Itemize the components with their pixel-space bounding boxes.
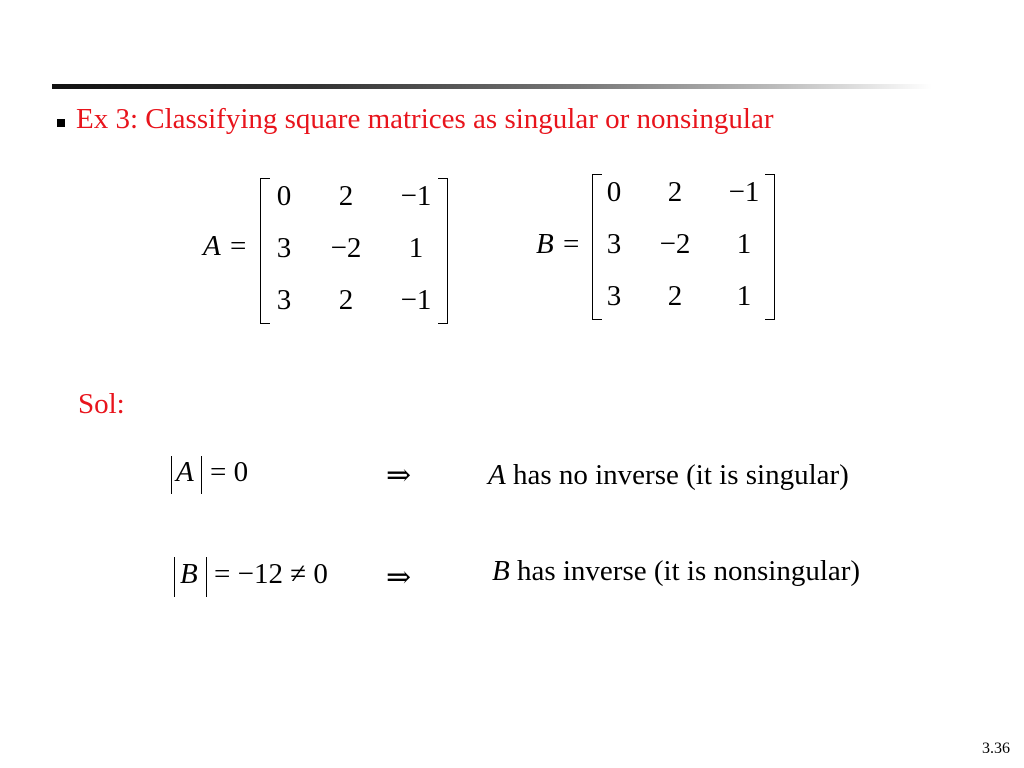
det-a-value: = 0 bbox=[210, 456, 249, 488]
implies-arrow-icon: ⇒ bbox=[386, 561, 412, 594]
matrix-b-cell: 2 bbox=[667, 280, 683, 312]
abs-bar-right bbox=[206, 557, 207, 597]
matrix-b-cell: 0 bbox=[606, 176, 622, 208]
slide-title: Ex 3: Classifying square matrices as singular or nonsingular bbox=[76, 103, 774, 135]
det-a-var: A bbox=[176, 456, 194, 488]
conclusion-b bbox=[492, 555, 860, 588]
det-b-var: B bbox=[180, 558, 198, 590]
matrix-b-equals: = bbox=[563, 228, 580, 260]
matrix-a-cell: −2 bbox=[330, 232, 362, 264]
conclusion-a bbox=[488, 459, 849, 492]
implies-arrow-icon: ⇒ bbox=[386, 459, 412, 492]
conclusion-a-text: has no inverse (it is singular) bbox=[505, 459, 849, 491]
page-number: 3.36 bbox=[982, 740, 1010, 757]
matrix-a-cell: 0 bbox=[276, 180, 292, 212]
matrix-b-cell: −1 bbox=[728, 176, 760, 208]
matrix-a-cell: 3 bbox=[276, 232, 292, 264]
matrix-b-cell: 2 bbox=[667, 176, 683, 208]
matrix-a-cell: 2 bbox=[338, 284, 354, 316]
abs-bar-right bbox=[201, 456, 202, 494]
bullet-icon bbox=[57, 119, 65, 127]
matrix-a-cell: 3 bbox=[276, 284, 292, 316]
det-b-value: = −12 ≠ 0 bbox=[214, 558, 328, 590]
abs-bar-left bbox=[174, 557, 175, 597]
matrix-a-cell: −1 bbox=[400, 284, 432, 316]
conclusion-b-var: B bbox=[492, 555, 510, 587]
matrix-a-equals: = bbox=[230, 230, 247, 262]
matrix-b-name: B bbox=[536, 228, 554, 260]
matrix-a-name: A bbox=[203, 230, 221, 262]
matrix-b-cell: 1 bbox=[736, 228, 752, 260]
conclusion-b-text: has inverse (it is nonsingular) bbox=[509, 555, 861, 587]
title-rule bbox=[52, 84, 932, 89]
conclusion-a-var: A bbox=[488, 459, 506, 491]
abs-bar-left bbox=[171, 456, 172, 494]
matrix-b-cell: −2 bbox=[659, 228, 691, 260]
matrix-b-cell: 3 bbox=[606, 228, 622, 260]
matrix-a-cell: 2 bbox=[338, 180, 354, 212]
matrix-a-cell: 1 bbox=[408, 232, 424, 264]
matrix-a-cell: −1 bbox=[400, 180, 432, 212]
matrix-b-cell: 1 bbox=[736, 280, 752, 312]
solution-label: Sol: bbox=[78, 388, 125, 420]
matrix-b-cell: 3 bbox=[606, 280, 622, 312]
